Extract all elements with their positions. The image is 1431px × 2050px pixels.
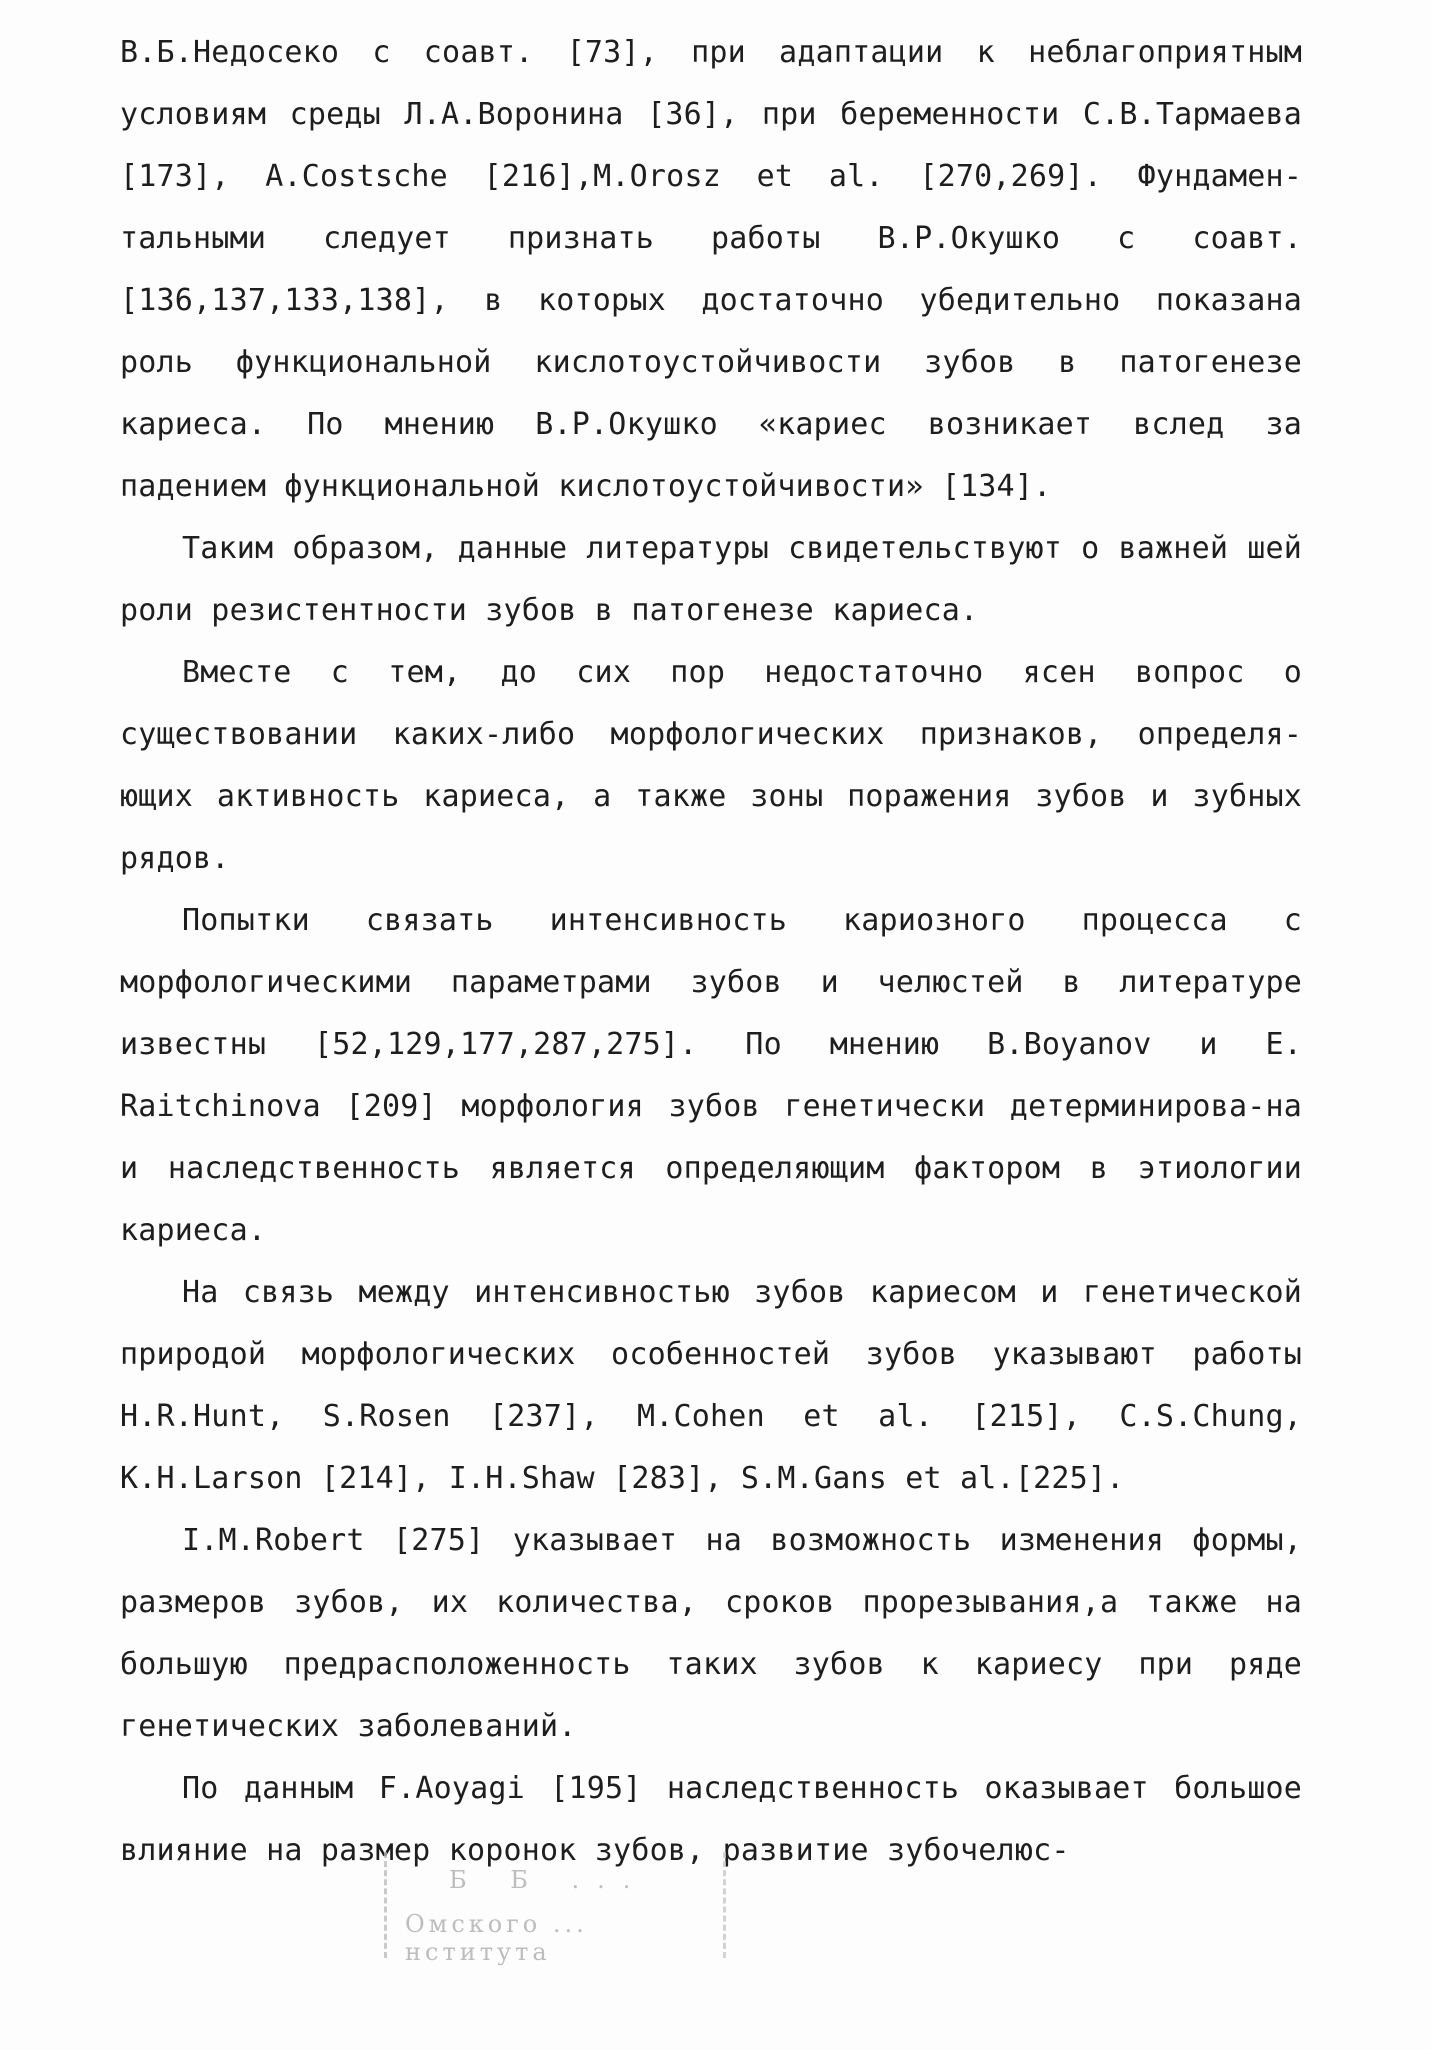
stamp-line-2: Омского ... нститута xyxy=(405,1910,588,1966)
body-text xyxy=(120,22,1302,1882)
paragraph-7: По данным F.Aoyagi [195] наследственность оказывает большое влияние на размер коронок зубов, развитие зубочелюс- xyxy=(120,1771,1302,1868)
paragraph-4: Попытки связать интенсивность кариозного процесса с морфологическими параметрами зубов и челюстей в литературе известны [52,129,177,287,275]. По мнению B.Boyanov и E. Raitchinova [209] морфология зубов генетически детерминирова-на и наследственность является определяющим фактором в этиологии кариеса. xyxy=(120,903,1302,1248)
paragraph-2: Таким образом, данные литературы свидетельствуют о важней шей роли резистентности зубов в патогенезе кариеса. xyxy=(120,531,1302,628)
paragraph-5: На связь между интенсивностью зубов кариесом и генетической природой морфологических особенностей зубов указывают работы H.R.Hunt, S.Rosen [237], M.Cohen et al. [215], C.S.Chung, K.H.Larson [214], I.H.Shaw [283], S.M.Gans et al.[225]. xyxy=(120,1275,1302,1496)
paragraph-1: В.Б.Недосеко с соавт. [73], при адаптации к неблагоприятным условиям среды Л.А.Воронина [36], при беременности С.В.Тармаева [173], A.Costsche [216],M.Orosz et al. [270,269]. Фундамен-тальными следует признать работы В.Р.Окушко с соавт. [136,137,133,138], в которых достаточно убедительно показана роль функциональной кислотоустойчивости зубов в патогенезе кариеса. По мнению В.Р.Окушко «кариес возникает вслед за падением функциональной кислотоустойчивости» [134]. xyxy=(120,35,1302,504)
stamp-line-1: Б Б ... xyxy=(449,1866,649,1894)
paragraph-3: Вместе с тем, до сих пор недостаточно ясен вопрос о существовании каких-либо морфологических признаков, определя-ющих активность кариеса, а также зоны поражения зубов и зубных рядов. xyxy=(120,655,1302,876)
library-stamp xyxy=(384,1852,726,1966)
paragraph-6: I.M.Robert [275] указывает на возможность изменения формы, размеров зубов, их количества, сроков прорезывания,а также на большую предрасположенность таких зубов к кариесу при ряде генетических заболеваний. xyxy=(120,1523,1302,1744)
